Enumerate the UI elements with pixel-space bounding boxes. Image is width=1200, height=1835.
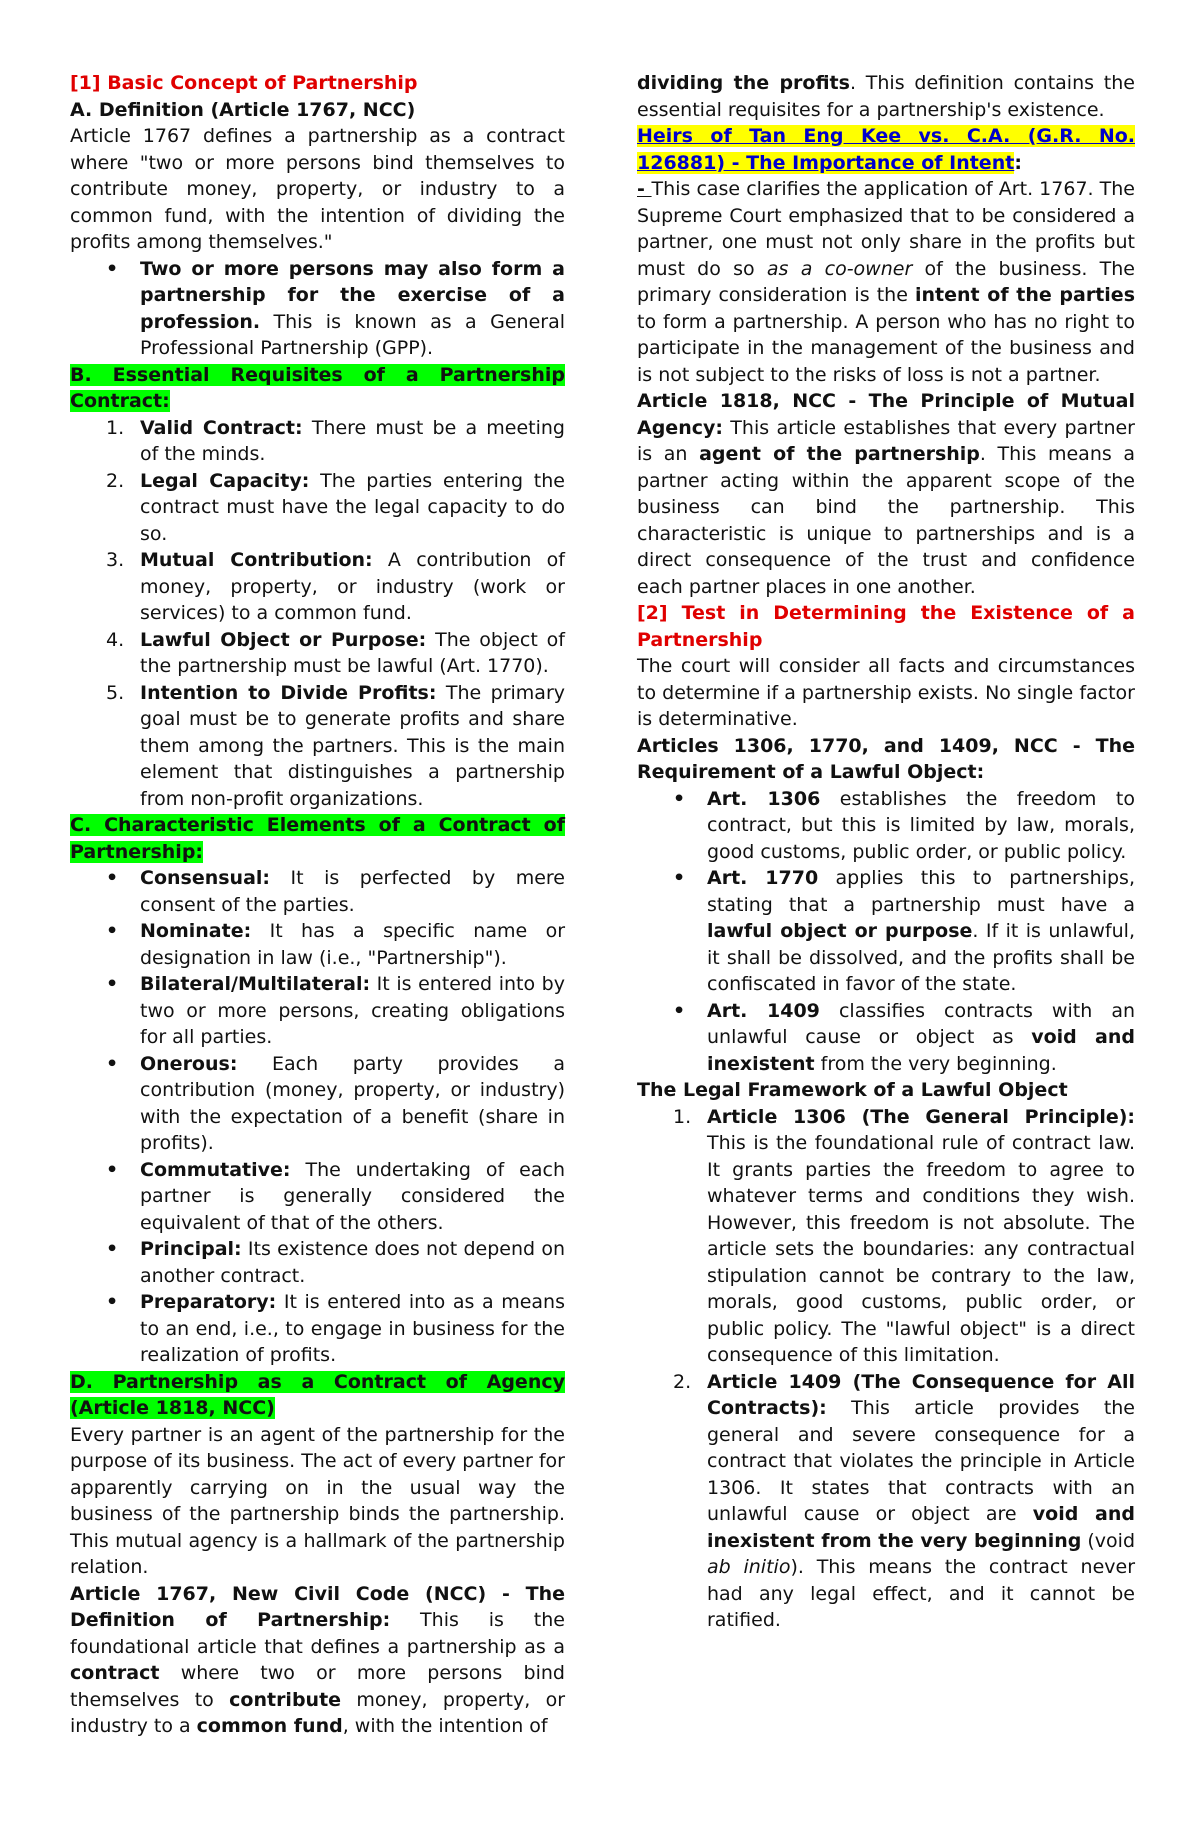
- definition-bullets: [70, 256, 565, 362]
- list-item: • Bilateral/Multilateral: It is entered into by two or more persons, creating obligations for all parties.: [70, 971, 565, 1051]
- heirs-case-text: - This case clarifies the application of Art. 1767. The Supreme Court emphasized that to be considered a partner, one must not only share in the profits but must do so as a co-owner of the business. The primary consideration is the intent of the parties to form a partnership. A person who has no right to participate in the management of the business and is not subject to the risks of loss is not a partner.: [637, 178, 1136, 386]
- list-item: 2. Article 1409 (The Consequence for All Contracts): This article provides the general and severe consequence for a contract that violates the principle in Article 1306. It states that contracts with an unlawful cause or object are void and inexistent from the very beginning (void ab initio). This means the contract never had any legal effect, and it cannot be ratified.: [673, 1370, 1136, 1631]
- agency-heading: D. Partnership as a Contract of Agency (Article 1818, NCC): [70, 1370, 565, 1419]
- section-1-heading: [1] Basic Concept of Partnership: [70, 72, 418, 94]
- list-item: • Art. 1409 classifies contracts with an unlawful cause or object as void and inexistent from the very beginning.: [637, 998, 1135, 1078]
- continued-paragraph: dividing the profits. This definition contains the essential requisites for a partnership's existence.: [637, 72, 1135, 121]
- list-item: • Principal: Its existence does not depend on another contract.: [70, 1236, 565, 1289]
- list-item: • Nominate: It has a specific name or designation in law (i.e., "Partnership").: [70, 918, 565, 971]
- heirs-case-heading: Heirs of Tan Eng Kee vs. C.A. (G.R. No. 126881) - The Importance of Intent:: [637, 125, 1135, 174]
- section-2-heading: [2] Test in Determining the Existence of a Partnership: [637, 602, 1135, 651]
- framework-heading: The Legal Framework of a Lawful Object: [637, 1079, 1068, 1101]
- list-item: • Onerous: Each party provides a contribution (money, property, or industry) with the expectation of a benefit (share in profits).: [70, 1051, 565, 1157]
- definition-heading: A. Definition (Article 1767, NCC): [70, 98, 416, 121]
- list-item: • Consensual: It is perfected by mere consent of the parties.: [70, 865, 565, 918]
- list-item: • Art. 1770 applies this to partnerships, stating that a partnership must have a lawful object or purpose. If it is unlawful, it shall be dissolved, and the profits shall be confiscated in favor of the state.: [637, 865, 1135, 998]
- definition-text: Article 1767 defines a partnership as a contract where "two or more persons bind themselves to contribute money, property, or industry to a common fund, with the intention of dividing the profits among themselves.": [70, 125, 565, 253]
- list-item: 4. Lawful Object or Purpose: The object of the partnership must be lawful (Art. 1770).: [106, 628, 565, 677]
- list-item: 5. Intention to Divide Profits: The primary goal must be to generate profits and share them among the partners. This is the main element that distinguishes a partnership from non-profit organizations.: [106, 681, 565, 810]
- lawful-object-list: [637, 786, 1135, 1078]
- characteristics-heading: C. Characteristic Elements of a Contract of Partnership:: [70, 814, 565, 863]
- article-1818-paragraph: Article 1818, NCC - The Principle of Mutual Agency: This article establishes that every partner is an agent of the partnership. This means a partner acting within the apparent scope of the business can bind the partnership. This characteristic is unique to partnerships and is a direct consequence of the trust and confidence each partner places in one another.: [637, 390, 1135, 598]
- requisites-heading: B. Essential Requisites of a Partnership Contract:: [70, 363, 565, 412]
- requisites-list: [70, 415, 565, 813]
- lawful-object-heading: Articles 1306, 1770, and 1409, NCC - The Requirement of a Lawful Object:: [637, 734, 1135, 783]
- list-item: 2. Legal Capacity: The parties entering the contract must have the legal capacity to do so.: [106, 469, 565, 545]
- characteristics-list: [70, 865, 565, 1369]
- list-item: • Commutative: The undertaking of each partner is generally considered the equivalent of that of the others.: [70, 1157, 565, 1237]
- list-item: 1. Article 1306 (The General Principle): This is the foundational rule of contract law. It grants parties the freedom to agree to whatever terms and conditions they wish. However, this freedom is not absolute. The article sets the boundaries: any contractual stipulation cannot be contrary to the law, morals, good customs, public order, or public policy. The "lawful object" is a direct consequence of this limitation.: [673, 1105, 1135, 1366]
- framework-list: [637, 1104, 1135, 1634]
- list-item: • Two or more persons may also form a partnership for the exercise of a profession. This is known as a General Professional Partnership (GPP).: [70, 256, 565, 362]
- list-item: 3. Mutual Contribution: A contribution of money, property, or industry (work or services) to a common fund.: [106, 549, 565, 624]
- agency-text: Every partner is an agent of the partnership for the purpose of its business. The act of every partner for apparently carrying on in the usual way the business of the partnership binds the partnership. This mutual agency is a hallmark of the partnership relation.: [70, 1423, 565, 1578]
- right-column: [637, 70, 1135, 1634]
- list-item: • Art. 1306 establishes the freedom to contract, but this is limited by law, morals, good customs, public order, or public policy.: [637, 786, 1135, 866]
- list-item: • Preparatory: It is entered into as a means to an end, i.e., to engage in business for the realization of profits.: [70, 1289, 565, 1369]
- list-item: 1. Valid Contract: There must be a meeting of the minds.: [106, 416, 565, 465]
- left-column: [70, 70, 565, 1740]
- section-2-text: The court will consider all facts and circumstances to determine if a partnership exists. No single factor is determinative.: [637, 655, 1135, 730]
- article-1767-paragraph: Article 1767, New Civil Code (NCC) - The Definition of Partnership: This is the foundational article that defines a partnership as a contract where two or more persons bind themselves to contribute money, property, or industry to a common fund, with the intention of: [70, 1582, 566, 1737]
